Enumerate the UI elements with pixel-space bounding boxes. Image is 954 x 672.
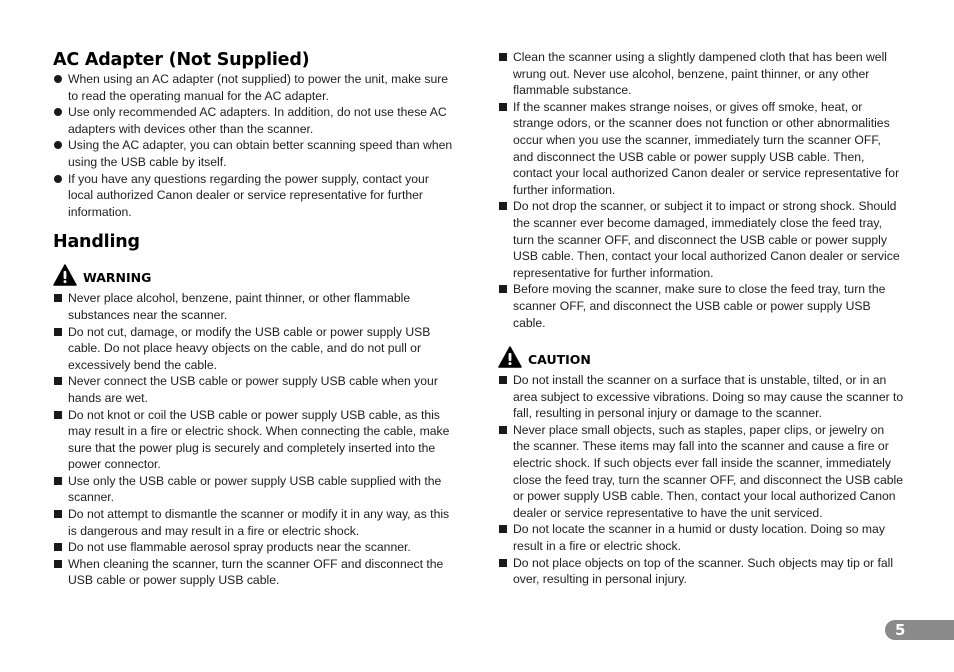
list-item: Do not drop the scanner, or subject it to impact or strong shock. Should the scanner ever become damaged, immediately close the feed tray, turn the scanner OFF, and disconnect the USB cable or power supply USB cable. Then, contact your local authorized Canon dealer or service representative for further information. xyxy=(498,198,904,281)
list-item: Do not cut, damage, or modify the USB cable or power supply USB cable. Do not place heavy objects on the cable, and do not pull or excessively bend the cable. xyxy=(53,324,457,374)
warning-notice xyxy=(53,263,457,287)
page-number: 5 xyxy=(895,621,906,639)
caution-label: CAUTION xyxy=(528,351,591,367)
list-item: When using an AC adapter (not supplied) to power the unit, make sure to read the operating manual for the AC adapter. xyxy=(53,71,457,104)
list-item: Never place small objects, such as staples, paper clips, or jewelry on the scanner. These items may fall into the scanner and cause a fire or electric shock. If such objects ever fall inside the scanner, immediately close the feed tray, turn the scanner OFF, and disconnect the USB cable or power supply USB cable. Then, contact your local authorized Canon dealer or service representative to have the unit serviced. xyxy=(498,422,904,522)
list-item: Use only recommended AC adapters. In addition, do not use these AC adapters with devices other than the scanner. xyxy=(53,104,457,137)
left-column xyxy=(53,49,457,589)
caution-notice xyxy=(498,345,904,369)
list-item: Using the AC adapter, you can obtain better scanning speed than when using the USB cable by itself. xyxy=(53,137,457,170)
list-item: Never place alcohol, benzene, paint thinner, or other flammable substances near the scanner. xyxy=(53,290,457,323)
list-item: Do not install the scanner on a surface that is unstable, tilted, or in an area subject to excessive vibrations. Doing so may cause the scanner to fall, resulting in personal injury or damage to the scanner. xyxy=(498,372,904,422)
warning-label: WARNING xyxy=(83,269,152,285)
ac-adapter-heading: AC Adapter (Not Supplied) xyxy=(53,50,310,70)
list-item: If the scanner makes strange noises, or gives off smoke, heat, or strange odors, or the scanner does not function or other abnormalities occur when you use the scanner, immediately turn the scanner OFF, and disconnect the USB cable or power supply USB cable. Then, contact your local authorized Canon dealer or service representative for further information. xyxy=(498,99,904,199)
warning-triangle-icon xyxy=(498,346,522,368)
list-item: Do not locate the scanner in a humid or dusty location. Doing so may result in a fire or electric shock. xyxy=(498,521,904,554)
list-item: Clean the scanner using a slightly dampened cloth that has been well wrung out. Never use alcohol, benzene, paint thinner, or any other flammable substance. xyxy=(498,49,904,99)
list-item: Use only the USB cable or power supply USB cable supplied with the scanner. xyxy=(53,473,457,506)
right-column xyxy=(498,49,904,588)
list-item: Do not attempt to dismantle the scanner or modify it in any way, as this is dangerous and may result in a fire or electric shock. xyxy=(53,506,457,539)
page-number-tab xyxy=(885,620,954,640)
handling-heading: Handling xyxy=(53,232,140,253)
list-item: Do not knot or coil the USB cable or power supply USB cable, as this may result in a fire or electric shock. When connecting the cable, make sure that the power plug is securely and completely inserted into the power connector. xyxy=(53,407,457,473)
caution-list xyxy=(498,372,904,588)
warning-list-continued xyxy=(498,49,904,331)
list-item: Never connect the USB cable or power supply USB cable when your hands are wet. xyxy=(53,373,457,406)
warning-list xyxy=(53,290,457,589)
warning-triangle-icon xyxy=(53,264,77,286)
list-item: When cleaning the scanner, turn the scanner OFF and disconnect the USB cable or power supply USB cable. xyxy=(53,556,457,589)
list-item: Do not use flammable aerosol spray products near the scanner. xyxy=(53,539,457,556)
list-item: Do not place objects on top of the scanner. Such objects may tip or fall over, resulting in personal injury. xyxy=(498,555,904,588)
list-item: If you have any questions regarding the power supply, contact your local authorized Canon dealer or service representative for further information. xyxy=(53,171,457,221)
ac-adapter-list xyxy=(53,71,457,220)
list-item: Before moving the scanner, make sure to close the feed tray, turn the scanner OFF, and disconnect the USB cable or power supply USB cable. xyxy=(498,281,904,331)
